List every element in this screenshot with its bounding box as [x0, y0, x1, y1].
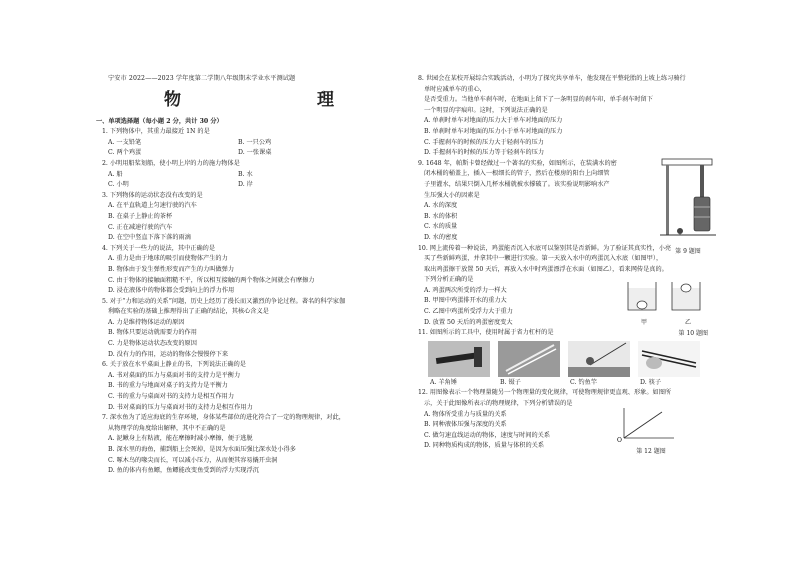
barrel-figure [660, 157, 716, 256]
option: A. 鸡蛋两次所受的浮力一样大 [424, 286, 507, 294]
figure-label-yi: 乙 [684, 319, 691, 327]
option: A. 一支铅笔 [108, 138, 142, 146]
question-2 [96, 159, 386, 191]
option: D. 一张课桌 [238, 149, 272, 157]
figure-caption: 第 9 题图 [675, 248, 701, 256]
question-stem: 12. 用图像表示一个物理量随另一个物理量的变化规律，可使物理规律更直观、形象。如图所 [418, 389, 672, 397]
egg-beakers-icon [622, 278, 712, 314]
option: B. 甲图中鸡蛋排开水的重力大 [424, 297, 507, 305]
option: C. 乙图中鸡蛋所受浮力大于重力 [424, 308, 513, 316]
question-8 [418, 74, 718, 159]
question-stem-cont: 单时应减单车的重心， [424, 85, 486, 93]
left-column [96, 74, 386, 477]
option: A. 在平直轨道上匀速行驶的汽车 [108, 202, 197, 210]
question-stem-cont: 一个明显的字痕印。这时，下列说法正确的是 [424, 106, 548, 114]
question-7 [96, 413, 386, 477]
option: D. 在空中竖直下落下落的雨滴 [108, 234, 191, 242]
question-stem: 3. 下列物体的运动状态没有改变的是 [102, 191, 203, 199]
chopsticks-image [638, 341, 700, 377]
question-stem: 5. 对于“力和运动的关系”问题，历史上经历了漫长而又激烈的争论过程。著名的科学家伽 [102, 297, 346, 305]
option: A. 书对桌面的压力与桌面对书的支持力是平衡力 [108, 371, 241, 379]
option: C. 力是物体运动状态改变的原因 [108, 340, 197, 348]
question-stem-cont: 子里灌水，结果只倒入几杯水桶就被水撑破了。该实验说明影响水产 [424, 180, 610, 188]
option: B. 单刹时单车对地面的压力小于单车对地面的压力 [424, 127, 563, 135]
option: D. 鱼的体内有鱼鳔，鱼鳔能改变鱼受到的浮力实现浮沉 [108, 467, 259, 475]
option: A. 船 [108, 170, 123, 178]
question-stem: 11. 如图所示的工具中，使用时属于省力杠杆的是 [418, 329, 554, 337]
right-column [418, 74, 718, 456]
option: A. 力是维持物体运动的原因 [108, 318, 185, 326]
question-stem-cont: 示，关于此图像所表示的物理规律，下列分析错误的是 [424, 400, 573, 408]
exam-title: 宁安市 2022——2023 学年度第二学期八年级期末学业水平测试题 [108, 75, 296, 82]
proportional-graph-figure [616, 406, 686, 456]
figure-caption: 第 10 题图 [678, 329, 708, 337]
question-stem-cont: 利略在实验的基础上推理得出了正确的结论，其核心含义是 [108, 308, 269, 316]
option-caption: A. 羊角锤 [430, 378, 457, 386]
question-12 [418, 388, 718, 456]
option: B. 物体只要运动就需要力的作用 [108, 329, 197, 337]
option: C. 水的质量 [424, 223, 458, 231]
option-caption: C. 钓鱼竿 [570, 378, 598, 386]
option: C. 手握刹车的时候的压力大于轻刹车的压力 [424, 138, 544, 146]
option: B. 书的重力与地面对桌子的支持力是平衡力 [108, 382, 228, 390]
option: C. 啄木鸟的喙尖而长，可以减小压力，从而便其容易撬开虫洞 [108, 456, 278, 464]
question-stem-cont: 下列分析正确的是 [424, 276, 474, 284]
figure-caption: 第 12 题图 [636, 448, 666, 456]
question-stem: 7. 深水鱼为了适应海底的生存环境，身体某些部位的进化符合了一定的物理规律，对此， [102, 414, 345, 422]
question-stem: 6. 关于放在水平桌面上静止的书，下列说法正确的是 [102, 361, 246, 369]
option-caption: B. 镊子 [500, 378, 521, 386]
question-stem: 9. 1648 年，帕斯卡曾经做过一个著名的实验，如图所示，在装满水的密 [418, 159, 617, 167]
option: C. 两个鸡蛋 [108, 149, 142, 157]
option: C. 小明 [108, 181, 129, 189]
option: D. 浸在液体中的物体都会受到向上的浮力作用 [108, 287, 235, 295]
barrel-experiment-icon [660, 157, 716, 243]
option: B. 一只公鸡 [238, 138, 272, 146]
question-stem: 8. 世园会在某校开展综合实践活动，小明为了探究共享单车，他发现在平整轮胎的上坡上练习骑行 [418, 75, 686, 82]
option: D. 岸 [238, 181, 253, 189]
question-1 [96, 127, 386, 159]
egg-figure [622, 278, 712, 338]
question-stem: 4. 下列关于一些力的说法，其中正确的是 [102, 244, 216, 252]
option: D. 没有力的作用，运动的物体会慢慢停下来 [108, 350, 229, 358]
option: A. 重力是由于地球的吸引而使物体产生的力 [108, 255, 228, 263]
option: B. 深水里的海鱼，捕到船上会死掉，是因为水面压强比深水处小得多 [108, 446, 296, 453]
question-stem-cont: 生压强大小的因素是 [424, 191, 480, 199]
question-3 [96, 191, 386, 244]
question-stem-cont: 从物理学的角度给出解释，其中不正确的是 [108, 424, 226, 432]
option: D. 同种物质构成的物体，质量与体积的关系 [424, 442, 545, 450]
option: C. 由于物体的接触面粗糙不平，所以相互接触的两个物体之间就会有摩擦力 [108, 276, 315, 284]
question-stem: 10. 网上流传着一种说法，鸡蛋能否沉入水底可以鉴别其是否新鲜。为了验证其真实性，小亮 [418, 244, 672, 252]
question-5 [96, 297, 386, 361]
option: B. 在桌子上静止的茶杯 [108, 212, 173, 220]
line-graph-icon [616, 406, 676, 442]
option: A. 泥鳅身上有粘液，能在摩擦时减小摩擦，便于逃脱 [108, 435, 253, 443]
option: C. 书的重力与桌面对书的支持力是相互作用力 [108, 393, 235, 401]
origin-label: O [617, 437, 622, 443]
question-6 [96, 360, 386, 413]
option: A. 单刹时单车对地面的压力大于单车对地面的压力 [424, 117, 563, 125]
option: D. 手握刹车的时候的压力等于轻刹车的压力 [424, 149, 545, 157]
question-stem: 1. 下列物体中，其重力最接近 1N 的是 [102, 128, 210, 136]
claw-hammer-image [428, 341, 490, 377]
fishing-rod-image [568, 341, 630, 377]
option: A. 物体所受重力与质量的关系 [424, 410, 507, 418]
question-stem: 2. 小明用船桨划船，使小明上岸的力的施力物体是 [102, 159, 240, 167]
option: D. 放置 50 天后的鸡蛋密度变大 [424, 318, 513, 326]
option: D. 书对桌面的压力与桌面对书的支持力是相互作用力 [108, 403, 253, 411]
option: B. 水 [238, 170, 253, 178]
option: B. 同种液体压强与深度的关系 [424, 421, 507, 429]
option: B. 水的体积 [424, 212, 458, 220]
option-caption: D. 筷子 [640, 378, 662, 386]
question-4 [96, 244, 386, 297]
option: D. 水的密度 [424, 233, 458, 241]
question-stem-cont: 买了些新鲜鸡蛋，并拿其中一颗进行实验。第一天放入水中的鸡蛋沉入水底（如图甲）， [424, 255, 663, 263]
option: B. 物体由于发生弹性形变而产生的力叫做弹力 [108, 265, 235, 273]
option: C. 正在减速行驶的汽车 [108, 223, 173, 231]
option: C. 做匀速直线运动的物体，速度与时间的关系 [424, 431, 551, 439]
question-stem-cont: 是否受重力。当他单车刹车时，在地面上留下了一条明显的刹车印，单手刹车时留下 [424, 96, 653, 104]
section-heading: 一、单项选择题（每小题 2 分，共计 30 分） [96, 117, 223, 125]
subject-title: 物 理 [164, 89, 368, 110]
option: A. 水的深度 [424, 202, 458, 210]
question-stem-cont: 取出鸡蛋擦干放置 50 天后，再放入水中时鸡蛋漂浮在水面（如图乙），看来网传是真的。 [424, 265, 668, 273]
question-stem-cont: 闭木桶的桶盖上，插入一根细长的管子，然后在楼房的阳台上向细管 [424, 170, 610, 178]
figure-label-jia: 甲 [640, 319, 647, 327]
tweezers-image [498, 341, 560, 377]
